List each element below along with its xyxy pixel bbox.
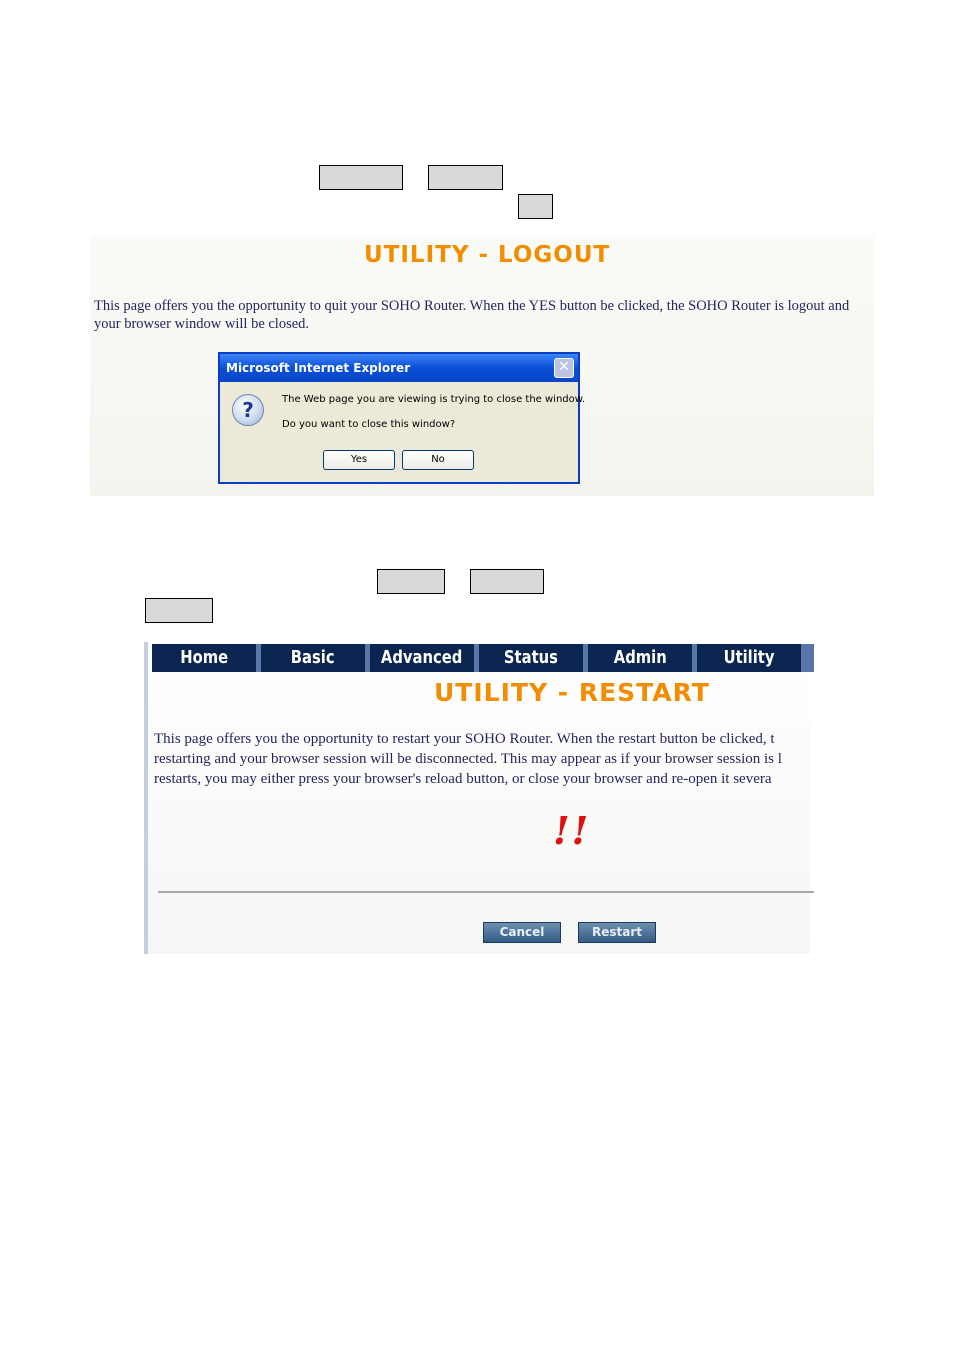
no-button[interactable]: No [402, 450, 474, 470]
restart-panel [144, 642, 810, 954]
top-navigation [152, 644, 814, 672]
restart-description-line1: This page offers you the opportunity to restart your SOHO Router. When the restart button be clicked, t [154, 731, 775, 747]
restart-page-title: UTILITY - RESTART [434, 678, 710, 707]
restart-button[interactable]: Restart [578, 922, 656, 943]
yes-button[interactable]: Yes [323, 450, 395, 470]
logout-description-line2: your browser window will be closed. [94, 316, 310, 332]
dialog-message-line2: Do you want to close this window? [282, 419, 456, 430]
placeholder-box [145, 598, 213, 623]
nav-utility[interactable]: Utility [697, 644, 801, 672]
placeholder-box [428, 165, 503, 190]
question-icon: ? [232, 394, 264, 426]
placeholder-box [470, 569, 544, 594]
nav-admin[interactable]: Admin [588, 644, 692, 672]
dialog-title: Microsoft Internet Explorer [226, 361, 411, 375]
nav-home[interactable]: Home [152, 644, 256, 672]
restart-description-line2: restarting and your browser session will be disconnected. This may appear as if your browser session is l [154, 751, 782, 767]
close-icon[interactable]: ✕ [554, 358, 574, 378]
warning-marks: !! [553, 808, 591, 853]
dialog-message-line1: The Web page you are viewing is trying to close the window. [282, 394, 586, 405]
nav-basic[interactable]: Basic [261, 644, 365, 672]
nav-status[interactable]: Status [479, 644, 583, 672]
placeholder-box [377, 569, 445, 594]
placeholder-box [518, 194, 553, 219]
close-window-dialog [218, 352, 586, 484]
cancel-button[interactable]: Cancel [483, 922, 561, 943]
nav-advanced[interactable]: Advanced [370, 644, 474, 672]
placeholder-box [319, 165, 403, 190]
logout-description-line1: This page offers you the opportunity to quit your SOHO Router. When the YES button be clicked, the SOHO Router is logout and [94, 298, 850, 314]
restart-description-line3: restarts, you may either press your browser's reload button, or close your browser and re-open it severa [154, 771, 772, 787]
dialog-titlebar[interactable] [220, 354, 578, 382]
divider [158, 891, 814, 893]
logout-page-title: UTILITY - LOGOUT [364, 242, 611, 268]
